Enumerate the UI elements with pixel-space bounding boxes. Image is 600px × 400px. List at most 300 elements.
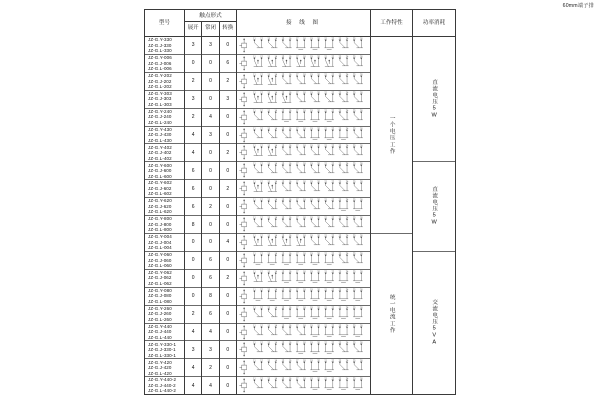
header-power: 功率消耗 [422, 19, 446, 26]
contact-change-count: 3 [226, 96, 230, 103]
svg-text:24: 24 [345, 305, 349, 310]
svg-text:14: 14 [274, 198, 278, 202]
svg-text:25: 25 [352, 73, 356, 77]
table-row-contact-open-count [185, 270, 201, 288]
svg-text:18: 18 [302, 180, 306, 184]
table-row-model [145, 288, 184, 306]
spec-table [144, 9, 456, 395]
svg-text:12: 12 [260, 270, 263, 274]
svg-text:20: 20 [317, 252, 320, 256]
table-row-wiring [237, 377, 370, 394]
svg-text:18: 18 [302, 359, 306, 363]
wiring-diagram [237, 306, 370, 323]
svg-text:15: 15 [281, 55, 285, 59]
svg-text:21: 21 [324, 252, 327, 256]
svg-text:13: 13 [267, 198, 270, 202]
power-group-1 [413, 37, 455, 162]
contact-closed-count: 3 [209, 42, 212, 49]
svg-text:25: 25 [352, 341, 356, 345]
svg-text:18: 18 [302, 198, 306, 202]
svg-text:15: 15 [281, 37, 285, 41]
model-code: JZ-G.Y-260 [148, 305, 172, 311]
header-contact-change: 转换 [219, 22, 236, 36]
model-code: JZ-G.L-402 [148, 155, 172, 161]
svg-text:14: 14 [274, 377, 278, 381]
svg-text:13: 13 [267, 270, 270, 274]
contact-closed-count: 6 [209, 311, 212, 318]
model-code: JZ-G.L-060 [148, 263, 172, 269]
wiring-diagram [237, 234, 370, 251]
svg-text:11: 11 [253, 359, 256, 363]
svg-text:24: 24 [345, 180, 349, 184]
model-code: JZ-G.J-402 [148, 150, 172, 156]
table-row-contact-change-count [220, 377, 236, 394]
svg-text:15: 15 [281, 323, 285, 328]
wiring-diagram [237, 144, 370, 161]
table-row-contact-open-count [185, 288, 201, 306]
svg-text:16: 16 [288, 287, 292, 292]
svg-text:26: 26 [359, 216, 363, 220]
wiring-diagram [237, 91, 370, 108]
model-code: JZ-G.J-240 [148, 114, 172, 120]
model-code: JZ-G.J-006 [148, 60, 172, 66]
svg-text:13: 13 [267, 144, 270, 148]
svg-text:17: 17 [295, 341, 299, 345]
svg-text:21: 21 [324, 198, 327, 202]
table-row-model [145, 341, 184, 359]
svg-text:16: 16 [288, 323, 292, 328]
table-row-contact-closed-count [202, 91, 218, 109]
svg-text:13: 13 [267, 341, 270, 345]
table-row-contact-change-count [220, 73, 236, 91]
characteristic-group-2 [371, 234, 412, 394]
table-row-contact-change-count [220, 180, 236, 198]
contact-change-count: 0 [226, 221, 230, 228]
table-row-model [145, 162, 184, 180]
svg-text:13: 13 [267, 377, 270, 381]
characteristic-group-1 [371, 37, 412, 234]
wiring-diagram [237, 37, 370, 54]
svg-text:18: 18 [302, 216, 306, 220]
contact-change-count: 0 [226, 328, 230, 335]
svg-text:23: 23 [338, 234, 342, 238]
power-label-3: 交流电压5VA [431, 299, 438, 347]
svg-text:14: 14 [274, 37, 278, 41]
table-row-contact-closed-count [202, 377, 218, 394]
svg-text:15: 15 [281, 180, 285, 184]
table-row-model [145, 216, 184, 234]
table-row-contact-open-count [185, 306, 201, 324]
svg-text:12: 12 [260, 305, 263, 310]
contact-open-count: 6 [191, 185, 195, 192]
model-code: JZ-G.J-600 [148, 168, 172, 174]
model-code: JZ-G.J-440 [148, 329, 172, 335]
table-row-wiring [237, 306, 370, 324]
model-codes [145, 234, 172, 250]
model-codes [145, 252, 172, 268]
svg-text:22: 22 [331, 180, 335, 184]
svg-text:16: 16 [288, 341, 292, 345]
table-row-wiring [237, 198, 370, 216]
svg-text:14: 14 [274, 234, 278, 238]
svg-text:20: 20 [317, 90, 320, 95]
svg-text:24: 24 [345, 144, 349, 148]
svg-text:20: 20 [317, 144, 320, 148]
svg-text:13: 13 [267, 126, 270, 131]
svg-text:20: 20 [317, 55, 320, 59]
contact-change-count: 2 [226, 275, 230, 282]
table-row-contact-change-count [220, 306, 236, 324]
svg-text:19: 19 [310, 108, 313, 113]
svg-text:15: 15 [281, 287, 285, 292]
svg-text:18: 18 [302, 73, 306, 77]
svg-text:26: 26 [359, 234, 363, 238]
model-code: JZ-G.L-303 [148, 101, 172, 107]
svg-text:11: 11 [253, 55, 256, 59]
svg-text:19: 19 [310, 341, 313, 345]
model-code: JZ-G.L-800 [148, 227, 172, 233]
svg-text:11: 11 [253, 270, 256, 274]
svg-text:17: 17 [295, 377, 299, 381]
table-row-model [145, 180, 184, 198]
contact-closed-count: 0 [209, 239, 212, 246]
svg-text:23: 23 [338, 108, 342, 113]
svg-text:11: 11 [253, 73, 256, 77]
model-codes [145, 324, 172, 340]
table-row-contact-closed-count [202, 341, 218, 359]
svg-text:14: 14 [274, 305, 278, 310]
header-contact-open: 展开 [187, 25, 199, 32]
svg-text:19: 19 [310, 144, 313, 148]
svg-text:15: 15 [281, 377, 285, 381]
svg-text:17: 17 [295, 234, 299, 238]
table-row-model [145, 234, 184, 252]
svg-text:17: 17 [295, 305, 299, 310]
model-code: JZ-G.J-620 [148, 203, 172, 209]
svg-text:25: 25 [352, 180, 356, 184]
model-code: JZ-G.Y-240 [148, 108, 172, 114]
svg-text:14: 14 [274, 162, 278, 166]
contact-change-count: 2 [226, 78, 230, 85]
svg-text:19: 19 [310, 55, 313, 59]
wiring-diagram [237, 377, 370, 394]
model-code: JZ-G.J-602 [148, 185, 172, 191]
model-codes [145, 73, 172, 89]
svg-text:16: 16 [288, 108, 292, 113]
svg-text:23: 23 [338, 252, 342, 256]
column-power [413, 37, 455, 394]
contact-open-count: 4 [191, 364, 195, 371]
model-code: JZ-G.Y-440 [148, 323, 172, 329]
table-row-contact-change-count [220, 324, 236, 342]
svg-text:14: 14 [274, 341, 278, 345]
svg-text:24: 24 [345, 216, 349, 220]
wiring-diagram [237, 216, 370, 233]
contact-change-count: 4 [226, 239, 230, 246]
svg-text:25: 25 [352, 305, 356, 310]
svg-text:26: 26 [359, 377, 363, 381]
svg-text:14: 14 [274, 126, 278, 131]
table-row-contact-open-count [185, 198, 201, 216]
svg-text:22: 22 [331, 198, 335, 202]
power-group-3 [413, 252, 455, 394]
table-row-wiring [237, 180, 370, 198]
model-code: JZ-G.Y-800 [148, 216, 172, 222]
svg-text:22: 22 [331, 270, 335, 274]
table-row-contact-change-count [220, 55, 236, 73]
svg-text:17: 17 [295, 198, 299, 202]
svg-text:25: 25 [352, 198, 356, 202]
svg-text:17: 17 [295, 55, 299, 59]
svg-text:16: 16 [288, 162, 292, 166]
table-row-wiring [237, 162, 370, 180]
svg-text:14: 14 [274, 90, 278, 95]
svg-text:26: 26 [359, 126, 363, 131]
svg-text:25: 25 [352, 323, 356, 328]
svg-text:23: 23 [338, 377, 342, 381]
svg-text:26: 26 [359, 270, 363, 274]
svg-text:18: 18 [302, 287, 306, 292]
svg-text:12: 12 [260, 144, 263, 148]
model-code: JZ-G.J-430 [148, 132, 172, 138]
svg-text:19: 19 [310, 198, 313, 202]
wiring-diagram [237, 341, 370, 358]
model-code: JZ-G.L-440 [148, 334, 172, 340]
svg-text:12: 12 [260, 341, 263, 345]
svg-text:19: 19 [310, 73, 313, 77]
model-code: JZ-G.Y-620 [148, 198, 172, 204]
table-row-contact-closed-count [202, 359, 218, 377]
contact-open-count: 3 [191, 42, 195, 49]
table-row-wiring [237, 109, 370, 127]
svg-text:18: 18 [302, 37, 306, 41]
table-row-contact-change-count [220, 37, 236, 55]
svg-text:21: 21 [324, 287, 327, 292]
contact-open-count: 0 [191, 275, 195, 282]
contact-open-count: 6 [191, 167, 195, 174]
table-row-wiring [237, 324, 370, 342]
svg-text:24: 24 [345, 37, 349, 41]
contact-change-count: 0 [226, 293, 230, 300]
svg-text:12: 12 [260, 162, 263, 166]
wiring-diagram [237, 324, 370, 341]
svg-text:24: 24 [345, 377, 349, 381]
svg-text:25: 25 [352, 162, 356, 166]
table-row-contact-change-count [220, 109, 236, 127]
contact-change-count: 2 [226, 149, 230, 156]
svg-text:19: 19 [310, 287, 313, 292]
svg-text:19: 19 [310, 377, 313, 381]
contact-open-count: 4 [191, 131, 195, 138]
model-code: JZ-G.Y-330-1 [148, 341, 177, 347]
svg-text:17: 17 [295, 162, 299, 166]
model-codes [145, 270, 172, 286]
svg-text:12: 12 [260, 323, 263, 328]
svg-text:17: 17 [295, 126, 299, 131]
svg-text:19: 19 [310, 359, 313, 363]
table-row-model [145, 306, 184, 324]
table-row-contact-change-count [220, 216, 236, 234]
svg-text:14: 14 [274, 287, 278, 292]
table-row-contact-open-count [185, 252, 201, 270]
svg-text:12: 12 [260, 108, 263, 113]
svg-text:23: 23 [338, 323, 342, 328]
svg-text:18: 18 [302, 108, 306, 113]
contact-open-count: 3 [191, 96, 195, 103]
model-code: JZ-G.L-004 [148, 245, 172, 251]
table-row-wiring [237, 341, 370, 359]
model-code: JZ-G.Y-060 [148, 252, 172, 258]
svg-text:18: 18 [302, 55, 306, 59]
svg-text:23: 23 [338, 73, 342, 77]
contact-closed-count: 0 [209, 96, 212, 103]
svg-text:26: 26 [359, 55, 363, 59]
contact-open-count: 2 [191, 311, 195, 318]
svg-text:18: 18 [302, 270, 306, 274]
svg-text:21: 21 [324, 323, 327, 328]
table-row-wiring [237, 270, 370, 288]
contact-closed-count: 3 [209, 346, 212, 353]
svg-text:16: 16 [288, 234, 292, 238]
svg-text:22: 22 [331, 55, 335, 59]
table-row-wiring [237, 288, 370, 306]
svg-text:26: 26 [359, 90, 363, 95]
svg-text:11: 11 [253, 341, 256, 345]
svg-text:22: 22 [331, 323, 335, 328]
wiring-diagram [237, 180, 370, 197]
svg-text:21: 21 [324, 341, 327, 345]
model-codes [145, 55, 172, 71]
model-codes [145, 288, 172, 304]
table-row-wiring [237, 55, 370, 73]
svg-text:13: 13 [267, 108, 270, 113]
svg-text:18: 18 [302, 377, 306, 381]
svg-text:20: 20 [317, 359, 320, 363]
svg-text:23: 23 [338, 90, 342, 95]
svg-text:20: 20 [317, 234, 320, 238]
svg-text:25: 25 [352, 234, 356, 238]
table-row-contact-open-count [185, 73, 201, 91]
model-codes [145, 37, 172, 53]
table-row-model [145, 270, 184, 288]
svg-text:16: 16 [288, 55, 292, 59]
wiring-diagram [237, 252, 370, 269]
table-row-model [145, 324, 184, 342]
svg-text:14: 14 [274, 73, 278, 77]
table-row-contact-closed-count [202, 162, 218, 180]
column-model [145, 37, 185, 394]
model-code: JZ-G.L-330-1 [148, 352, 176, 358]
table-row-wiring [237, 359, 370, 377]
svg-text:15: 15 [281, 73, 285, 77]
svg-text:26: 26 [359, 162, 363, 166]
table-row-contact-closed-count [202, 127, 218, 145]
model-code: JZ-G.J-060 [148, 257, 172, 263]
svg-text:14: 14 [274, 55, 278, 59]
svg-text:16: 16 [288, 37, 292, 41]
svg-text:16: 16 [288, 126, 292, 131]
svg-text:21: 21 [324, 305, 327, 310]
svg-text:24: 24 [345, 252, 349, 256]
svg-text:24: 24 [345, 287, 349, 292]
table-row-contact-closed-count [202, 234, 218, 252]
contact-change-count: 0 [226, 382, 230, 389]
svg-text:12: 12 [260, 234, 263, 238]
model-code: JZ-G.J-260 [148, 311, 172, 317]
svg-text:11: 11 [253, 108, 256, 113]
svg-text:12: 12 [260, 198, 263, 202]
svg-text:19: 19 [310, 305, 313, 310]
contact-open-count: 0 [191, 257, 195, 264]
svg-text:26: 26 [359, 341, 363, 345]
svg-text:12: 12 [260, 359, 263, 363]
table-row-wiring [237, 252, 370, 270]
power-label-2: 直流电压5W [431, 186, 438, 227]
svg-text:22: 22 [331, 37, 335, 41]
contact-change-count: 0 [226, 131, 230, 138]
wiring-diagram [237, 162, 370, 179]
svg-text:11: 11 [253, 37, 256, 41]
model-code: JZ-G.J-202 [148, 78, 172, 84]
svg-text:19: 19 [310, 234, 313, 238]
contact-closed-count: 6 [209, 275, 212, 282]
svg-text:23: 23 [338, 162, 342, 166]
contact-open-count: 8 [191, 221, 195, 228]
table-row-model [145, 359, 184, 377]
svg-text:22: 22 [331, 234, 335, 238]
model-code: JZ-G.Y-602 [148, 180, 172, 186]
header-characteristic: 工作特性 [371, 10, 413, 36]
svg-text:11: 11 [253, 305, 256, 310]
svg-text:18: 18 [302, 305, 306, 310]
table-row-contact-open-count [185, 324, 201, 342]
contact-closed-count: 0 [209, 221, 212, 228]
model-code: JZ-G.L-602 [148, 191, 172, 197]
model-code: JZ-G.J-062 [148, 275, 172, 281]
table-row-wiring [237, 144, 370, 162]
svg-text:11: 11 [253, 234, 256, 238]
svg-text:11: 11 [253, 198, 256, 202]
contact-closed-count: 2 [209, 364, 212, 371]
svg-text:15: 15 [281, 270, 285, 274]
model-codes [145, 377, 176, 393]
table-row-model [145, 127, 184, 145]
svg-text:23: 23 [338, 270, 342, 274]
svg-text:23: 23 [338, 144, 342, 148]
column-contact-form [185, 37, 237, 394]
svg-text:14: 14 [274, 252, 278, 256]
top-note: 60mm端子排 [562, 3, 594, 9]
contact-open-count: 4 [191, 149, 195, 156]
svg-text:20: 20 [317, 162, 320, 166]
svg-text:23: 23 [338, 216, 342, 220]
characteristic-label-2: 统一电流工作 [388, 294, 395, 334]
svg-text:25: 25 [352, 377, 356, 381]
svg-text:22: 22 [331, 341, 335, 345]
contact-closed-count: 8 [209, 293, 212, 300]
svg-text:19: 19 [310, 252, 313, 256]
model-codes [145, 306, 172, 322]
table-row-contact-open-count [185, 55, 201, 73]
model-code: JZ-G.Y-303 [148, 90, 172, 96]
svg-text:18: 18 [302, 162, 306, 166]
svg-text:17: 17 [295, 144, 299, 148]
contact-closed-count: 4 [209, 328, 212, 335]
contact-change-count: 0 [226, 257, 230, 264]
svg-text:23: 23 [338, 180, 342, 184]
table-header [145, 10, 455, 37]
svg-text:13: 13 [267, 359, 270, 363]
